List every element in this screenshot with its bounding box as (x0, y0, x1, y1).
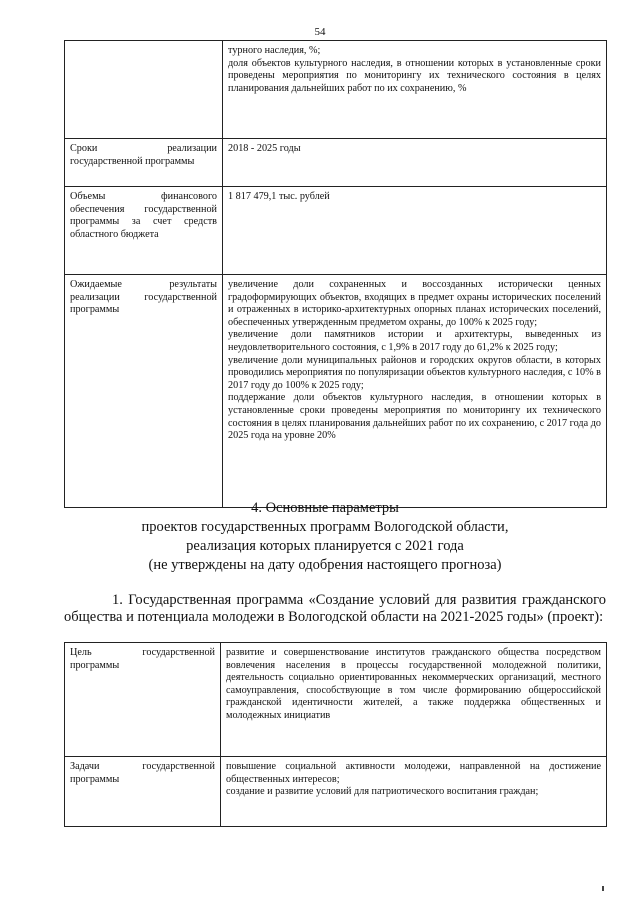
row-value (223, 139, 607, 187)
table-row (65, 139, 607, 187)
table-row (65, 275, 607, 508)
table-row (65, 187, 607, 275)
heading-line: реализация которых планируется с 2021 года (186, 538, 464, 554)
row-label: Ожидаемые результаты реализации государственной программы (65, 275, 223, 508)
value-line: увеличение доли муниципальных районов и городских округов области, в которых проводились мероприятия по популяризации объектов культурного наследия, с 10% в 2017 году до 100% к 2025 году; (228, 354, 601, 391)
value-line: развитие и совершенствование институтов гражданского общества посредством вовлечения населения в процессы государственной молодежной политики, деятельность социально ориентированных некоммерческих организаций, местного самоуправления, способствующие в том числе формированию общероссийской гражданской идентичности жителей, а также поддержка общественных и молодежных инициатив (226, 647, 601, 721)
row-label: Цель государственной программы (65, 643, 221, 757)
program-title: 1. Государственная программа «Создание условий для развития гражданского общества и потенциала молодежи в Вологодской области на 2021-2025 годы» (проект): (64, 592, 606, 625)
row-value (221, 643, 607, 757)
row-value (223, 187, 607, 275)
row-value (223, 41, 607, 139)
program-parameters-table (64, 642, 607, 827)
row-label: Объемы финансового обеспечения государственной программы за счет средств областного бюджета (65, 187, 223, 275)
scan-mark (602, 886, 604, 891)
value-line: 1 817 479,1 тыс. рублей (228, 191, 330, 202)
value-line: увеличение доли сохраненных и воссозданных исторически ценных градоформирующих объектов, входящих в предмет охраны исторических поселений и отраженных в историко-архитектурных опорных планах исторических поселений, обеспеченных утвержденным предметом охраны, до 100% к 2025 году; (228, 279, 601, 328)
row-value (221, 757, 607, 827)
row-value (223, 275, 607, 508)
value-line: создание и развитие условий для патриотического воспитания граждан; (226, 786, 539, 798)
page-number: 54 (314, 26, 326, 38)
value-line: турного наследия, %; (228, 45, 321, 56)
heading-line: проектов государственных программ Вологодской области, (141, 519, 509, 535)
row-label: Сроки реализации государственной программы (65, 139, 223, 187)
row-label: Задачи государственной программы (65, 757, 221, 827)
heading-line: (не утверждены на дату одобрения настоящего прогноза) (148, 557, 502, 573)
table-row (65, 643, 607, 757)
value-line: 2018 - 2025 годы (228, 143, 301, 154)
table-row (65, 41, 607, 139)
value-line: поддержание доли объектов культурного наследия, в отношении которых в установленные сроки проведены мероприятия по мониторингу их технического состояния в целях планирования дальнейших работ по их сохранению, с 2017 года до 2025 года на уровне 20% (228, 392, 601, 442)
program-passport-table-continued (64, 40, 607, 508)
value-line: доля объектов культурного наследия, в отношении которых в установленные сроки проведены мероприятия по мониторингу их технического состояния в целях планирования дальнейших работ по их сохранению, % (228, 57, 601, 94)
section-heading (90, 499, 560, 575)
value-line: повышение социальной активности молодежи, направленной на достижение общественных интересов; (226, 761, 601, 785)
table-row (65, 757, 607, 827)
heading-line: 4. Основные параметры (251, 500, 399, 516)
value-line: увеличение доли памятников истории и архитектуры, выведенных из неудовлетворительного состояния, с 1,9% в 2017 году до 61,2% к 2025 году; (228, 329, 601, 353)
row-label (65, 41, 223, 139)
